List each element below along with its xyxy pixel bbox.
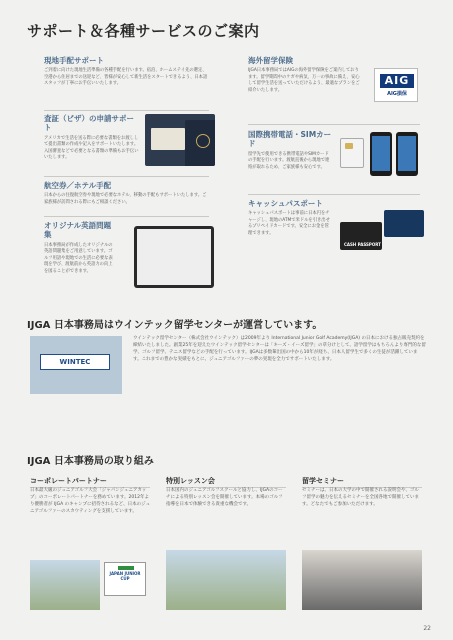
passport-image: [145, 114, 215, 166]
service-insurance-body: IJGA日本事務局ではAIGの海外留学保険をご案内しております。留学期間中のケガや病気、万一の事故に備え、安心して留学生活を送っていただけるよう、最適なプランをご紹介いたします。: [248, 68, 360, 93]
service-visa: [44, 114, 139, 162]
service-concierge-body: ご到着に向けた現地生活準備の各種手配を行います。宿泊、ホームステイ先の選定、空港から住居までの送迎など、皆様が安心して新生活をスタートできるよう、日本語スタッフが丁寧にお手伝いいたします。: [44, 68, 208, 87]
service-airport-body: 日本からの往復航空券や現地で必要なホテル、移動の手配もサポートいたします。ご家族様が訪問される際にもご相談ください。: [44, 193, 207, 205]
service-insurance-heading: 海外留学保険: [248, 56, 293, 65]
sim-card-image: [340, 138, 364, 168]
japan-junior-cup-badge: [118, 566, 134, 570]
phone-image: [396, 132, 418, 176]
page-number: 22: [423, 625, 431, 632]
service-sim-heading: 国際携帯電話・SIMカード: [248, 130, 332, 149]
sim-chip-icon: [345, 143, 353, 149]
service-visa-heading: 査証（ビザ）の申請サポート: [44, 114, 134, 133]
japan-junior-cup-logo: [104, 562, 146, 596]
effort-seminar-heading: 留学セミナー: [302, 476, 422, 486]
divider: [44, 176, 209, 177]
corporate-photo: [30, 560, 100, 610]
cash-card-image: [340, 222, 382, 250]
service-sim-body: 留学先で使用できる携帯電話やSIMカードの手配を行います。渡航直後から現地で連絡が取れるため、ご家族様も安心です。: [248, 151, 330, 170]
service-cash: [248, 199, 333, 237]
service-report-body: 日本事務局が作成したオリジナルの英語問題集をご用意しています。ゴルフ用語や現地での生活に必要な表現を学び、渡航前から英語力の向上を図ることができます。: [44, 242, 113, 274]
aig-logo: [374, 68, 418, 102]
divider: [44, 216, 209, 217]
phone-screen: [372, 136, 390, 171]
aig-logo-sub: AIG損保: [387, 91, 407, 97]
page-title: サポート＆各種サービスのご案内: [27, 22, 260, 40]
lesson-photo: [166, 550, 286, 610]
service-report-heading: オリジナル英語問題集: [44, 221, 112, 240]
effort-corporate-body: 日本最大級のジュニアゴルフ大会「ジャパンジュニアカップ」のコーポレートパートナーを務めています。2012年より優勝者が IJGA のキャンプに招待されるなど、日本のジュニアゴルファーのスカウティングを支援しています。: [30, 488, 150, 514]
wintec-sign: WINTEC: [40, 354, 110, 370]
service-insurance: [248, 56, 363, 94]
divider: [248, 194, 420, 195]
phone-image: [370, 132, 392, 176]
cash-card-image: [384, 210, 424, 237]
service-report: [44, 221, 116, 275]
effort-seminar-body: セミナーは、日本の大学の中で開催される説明会や、ゴルフ留学の魅力を伝えるセミナーを全国各地で開催しています。どなたでもご参加いただけます。: [302, 488, 419, 507]
service-cash-heading: キャッシュパスポート: [248, 199, 323, 208]
card-shape: [151, 128, 185, 150]
service-concierge: [44, 56, 209, 88]
divider: [44, 110, 209, 111]
service-sim: [248, 130, 333, 171]
tablet-screen: [137, 229, 211, 285]
service-airport-heading: 航空券／ホテル手配: [44, 181, 112, 190]
japan-junior-cup-text: JAPAN JUNIOR CUP: [109, 571, 141, 581]
wintec-banner-image: [30, 336, 122, 394]
divider: [248, 124, 420, 125]
service-concierge-heading: 現地手配サポート: [44, 56, 104, 65]
service-airport: [44, 181, 209, 206]
efforts-heading: IJGA 日本事務局の取り組み: [27, 456, 154, 467]
ijga-body: ウインテック留学センター（株式会社ウインテック）は2009年より International Junior Golf Academy(IJGA) の日本における独占販売契約を締結いたしました。創業25年を迎えたウインテック留学センターは「キーズ・イーズ留学」の草分けとして、語学留学はもちろんより専門的な留学、ゴルフ留学、テニス留学などの手配を行っています。IJGAは多数輩出国の中から10年が経ち、日本人留学生で多くの生徒が活躍しています。これまでの豊かな実績をもとに、ジュニアゴルファーの夢の実現を全力でサポートいたします。: [133, 336, 426, 362]
effort-corporate-heading: コーポレートパートナー: [30, 476, 150, 486]
passport-seal-icon: [196, 134, 210, 148]
service-visa-body: アメリカで生活を送る際に必要な書類をお渡しして提出書類の作成や記入をサポートいたします。入国審査などで必要となる書類の準備もお手伝いいたします。: [44, 135, 139, 161]
effort-lesson-body: 日本国内のジュニアゴルフスクールと協力し、IJGAのコーチによる特別レッスン会を開催しています。本場のゴルフ指導を日本で体験できる貴重な機会です。: [166, 488, 283, 507]
effort-lesson-heading: 特別レッスン会: [166, 476, 286, 486]
ijga-heading: IJGA 日本事務局はウインテック留学センターが運営しています。: [27, 320, 323, 331]
service-cash-body: キャッシュパスポートは事前に日本円をチャージし、現地のATMで米ドルを引き出せるプリペイドカードです。安全にお金を管理できます。: [248, 211, 330, 236]
cash-card-logo: CASH PASSPORT: [344, 242, 381, 247]
phone-screen: [398, 136, 416, 171]
seminar-photo: [302, 550, 422, 610]
tablet-image: [134, 226, 214, 288]
aig-logo-mark: AIG: [380, 74, 414, 88]
